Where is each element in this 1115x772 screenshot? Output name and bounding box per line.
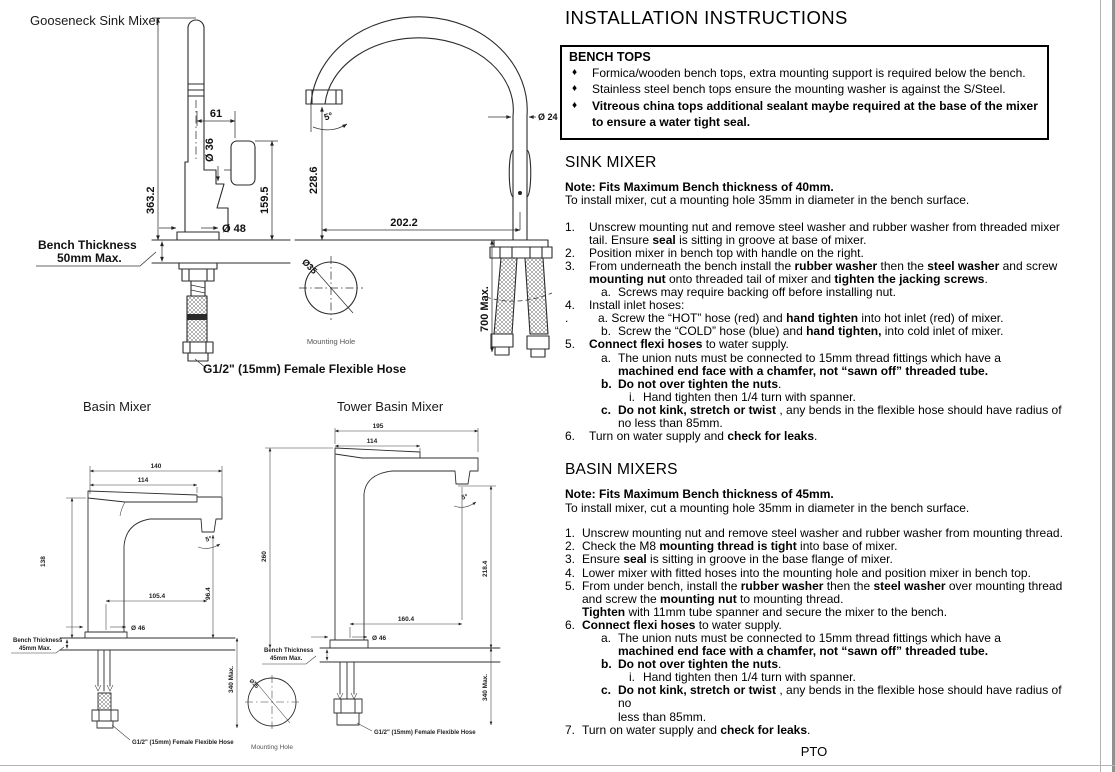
sink-mixer-steps — [565, 221, 1071, 444]
step-text: Lower mixer with fitted hoses into the mounting hole and position mixer in bench top. — [582, 565, 1031, 580]
step-text: Install inlet hoses: — [589, 298, 685, 313]
step-marker: 7. — [565, 722, 576, 737]
step-text: The union nuts must be connected to 15mm thread fittings which have a machined end face with a chamfer, not “sawn off” threaded tube. — [618, 630, 1001, 659]
step-text: Check the M8 mounting thread is tight into base of mixer. — [582, 539, 898, 554]
hot-hose — [494, 258, 517, 334]
handle-side-view — [231, 141, 255, 185]
hose-label: G1/2" (15mm) Female Flexible Hose — [203, 362, 407, 376]
dim-body-dia: Ø 36 — [204, 138, 216, 162]
tower-bench-thickness-value: 45mm Max. — [270, 656, 303, 662]
mounting-hole-label: Mounting Hole — [306, 337, 356, 346]
step-text: Unscrew mounting nut and remove steel washer and rubber washer from threaded mixer tail. Ensure seal is sitting in groove at base of mixer. — [589, 219, 1060, 247]
step-marker: a. — [601, 285, 612, 300]
page-right-divider — [1100, 0, 1101, 772]
diamond-bullet-icon: ♦ — [572, 67, 578, 78]
step-marker: 5. — [565, 337, 576, 352]
basin-dim-top-width: 140 — [150, 463, 162, 470]
bench-thickness-label: Bench Thickness — [38, 238, 137, 252]
gooseneck-side-view — [30, 13, 406, 376]
basin-bench-thickness-value: 45mm Max. — [19, 646, 52, 652]
tower-hose-label: G1/2" (15mm) Female Flexible Hose — [374, 730, 476, 736]
instruction-step — [601, 378, 1071, 391]
instruction-step — [601, 404, 1071, 430]
instruction-step — [565, 580, 1071, 619]
dim-base-dia: Ø 48 — [222, 223, 246, 235]
gooseneck-front-view — [295, 17, 558, 357]
instruction-step — [565, 619, 1071, 632]
step-text: Hand tighten then 1/4 turn with spanner. — [643, 670, 856, 685]
tower-dim-reach: 160.4 — [397, 616, 415, 623]
bench-tops-item — [569, 65, 1040, 81]
tower-title: Tower Basin Mixer — [337, 399, 444, 414]
step-text: Position mixer in bench top with handle on the right. — [589, 245, 864, 260]
instruction-step — [565, 260, 1071, 286]
basin-hose — [98, 693, 111, 710]
tower-dim-outlet-height: 218.4 — [482, 560, 489, 577]
step-marker: a. — [601, 630, 612, 645]
basin-bench-thickness-label: Bench Thickness — [13, 638, 63, 644]
tower-basin-mixer-view — [261, 399, 500, 736]
bench-tops-box — [560, 45, 1049, 140]
step-marker: 4. — [565, 565, 576, 580]
step-marker: 5. — [565, 578, 576, 593]
tower-dim-hose-drop: 340 Max. — [482, 673, 489, 701]
step-marker: 1. — [565, 526, 576, 541]
step-marker: 3. — [565, 258, 576, 273]
sink-mixer-note-body: To install mixer, cut a mounting hole 35mm in diameter in the bench surface. — [565, 193, 970, 208]
basin-mixers-steps — [565, 527, 1071, 737]
diamond-bullet-icon: ♦ — [572, 83, 578, 95]
tower-dim-angle: 5° — [460, 493, 469, 502]
step-marker: i. — [629, 389, 635, 404]
instruction-step — [565, 553, 1071, 566]
basin-hose-label: G1/2" (15mm) Female Flexible Hose — [132, 740, 234, 746]
step-text: Do not kink, stretch or twist , any bends in the flexible hose should have radius of no less than 85mm. — [618, 402, 1062, 431]
bench-tops-item-text: Formica/wooden bench tops, extra mounting support is required below the bench. — [592, 66, 1026, 80]
basin-mixers-heading: BASIN MIXERS — [565, 461, 678, 479]
basin-mounting-hole-label: Mounting Hole — [251, 744, 293, 751]
basin-mixers-note-title: Note: Fits Maximum Bench thickness of 45mm. — [565, 487, 834, 502]
dim-hole-dia: Ø35 — [300, 256, 320, 276]
step-marker: . — [565, 311, 569, 326]
basin-dim-hose-drop: 340 Max. — [228, 665, 235, 693]
step-marker: 3. — [565, 552, 576, 567]
instruction-step — [601, 632, 1071, 658]
tower-dim-height: 260 — [261, 551, 268, 562]
page-bottom-divider — [0, 765, 1115, 766]
bench-tops-item-text: Vitreous china tops additional sealant maybe required at the base of the mixer to ensure a water tight seal. — [592, 98, 1038, 130]
tower-dim-top-width: 195 — [372, 423, 384, 430]
sink-mixer-heading: SINK MIXER — [565, 153, 657, 171]
step-marker: 2. — [565, 245, 576, 260]
step-text: Turn on water supply and check for leaks. — [582, 722, 811, 737]
step-text: Hand tighten then 1/4 turn with spanner. — [643, 389, 856, 404]
basin-dim-handle-width: 114 — [137, 477, 149, 484]
diamond-bullet-icon: ♦ — [572, 99, 578, 111]
instructions-pane — [557, 0, 1071, 759]
step-marker: i. — [629, 670, 635, 685]
basin-dim-outlet-height: 96.4 — [205, 587, 212, 600]
step-marker: a. — [601, 350, 612, 365]
dim-angle: 5° — [322, 110, 335, 123]
instruction-step — [601, 352, 1071, 378]
step-text: Connect flexi hoses to water supply. — [582, 617, 782, 632]
step-text: Do not kink, stretch or twist , any bends in the flexible hose should have radius of no less than 85mm. — [618, 683, 1062, 724]
step-text: Do not over tighten the nuts. — [618, 376, 782, 391]
bench-tops-item — [569, 98, 1040, 131]
pto-footer: PTO — [800, 743, 828, 759]
instruction-step — [565, 430, 1071, 443]
dim-top-width: 61 — [209, 108, 223, 120]
step-text: Unscrew mounting nut and remove steel washer and rubber washer from mounting thread. — [582, 526, 1063, 541]
step-text: Ensure seal is sitting in groove in the base flange of mixer. — [582, 552, 893, 567]
step-marker: b. — [601, 324, 612, 339]
basin-hole-dia: Ø35 — [247, 678, 260, 690]
step-text: Screw the “COLD” hose (blue) and hand tighten, into cold inlet of mixer. — [618, 324, 1004, 339]
instruction-step — [565, 221, 1071, 247]
dim-spout-height: 228.6 — [308, 166, 320, 194]
tower-bench-thickness-label: Bench Thickness — [264, 648, 314, 654]
sink-mixer-note-title: Note: Fits Maximum Bench thickness of 40mm. — [565, 179, 834, 194]
page-title: INSTALLATION INSTRUCTIONS — [565, 7, 848, 28]
tower-dim-base-dia: Ø 46 — [372, 635, 387, 642]
step-marker: c. — [601, 683, 612, 698]
step-marker: 6. — [565, 617, 576, 632]
dim-upper-height: 159.5 — [259, 186, 271, 214]
dim-reach: 202.2 — [390, 217, 418, 229]
step-marker: 2. — [565, 539, 576, 554]
step-text: Do not over tighten the nuts. — [618, 657, 782, 672]
step-text: From under bench, install the rubber washer then the steel washer over mounting thread and screw the mounting nut to mounting thread. Tighten with 11mm tube spanner and secure the mixer to the bench. — [582, 578, 1063, 619]
bench-tops-item-text: Stainless steel bench tops ensure the mounting washer is against the S/Steel. — [592, 82, 1006, 97]
bench-tops-title: BENCH TOPS — [569, 50, 651, 64]
instruction-step — [601, 684, 1071, 723]
step-text: From underneath the bench install the rubber washer then the steel washer and screw mounting nut onto threaded tail of mixer and tighten the jacking screws. — [589, 258, 1058, 286]
step-marker: 4. — [565, 298, 576, 313]
gooseneck-title: Gooseneck Sink Mixer — [30, 13, 161, 28]
step-marker: 1. — [565, 219, 576, 234]
instruction-step — [565, 338, 1071, 351]
step-text: Connect flexi hoses to water supply. — [589, 337, 789, 352]
basin-dim-angle: 5° — [204, 535, 213, 544]
tower-dim-handle-width: 114 — [366, 438, 378, 445]
step-marker: 6. — [565, 429, 576, 444]
step-marker: c. — [601, 402, 612, 417]
basin-dim-height: 138 — [40, 556, 47, 567]
step-text: Turn on water supply and check for leaks. — [589, 429, 818, 444]
step-text: The union nuts must be connected to 15mm thread fittings which have a machined end face with a chamfer, not “sawn off” threaded tube. — [618, 350, 1001, 378]
mounting-hole-diagram — [299, 256, 363, 346]
step-marker: b. — [601, 376, 612, 391]
step-text: a. Screw the “HOT” hose (red) and hand tighten into hot inlet (red) of mixer. — [598, 311, 1004, 326]
dim-hose-drop: 700 Max. — [479, 286, 491, 332]
basin-title: Basin Mixer — [83, 399, 151, 414]
instruction-step — [565, 724, 1071, 737]
basin-mixers-note-body: To install mixer, cut a mounting hole 35mm in diameter in the bench surface. — [565, 500, 970, 515]
technical-drawings — [0, 0, 557, 772]
basin-mounting-hole-diagram — [245, 675, 299, 751]
basin-mixer-view — [11, 399, 237, 746]
bench-tops-item — [569, 81, 1040, 97]
dim-spout-dia: Ø 24 — [538, 112, 558, 122]
step-text: Screws may require backing off before installing nut. — [618, 285, 896, 300]
bench-thickness-value: 50mm Max. — [57, 251, 122, 265]
step-marker: b. — [601, 657, 612, 672]
basin-dim-base-dia: Ø 46 — [131, 625, 146, 632]
basin-dim-reach: 105.4 — [148, 593, 166, 600]
dim-overall-height: 363.2 — [145, 186, 157, 214]
